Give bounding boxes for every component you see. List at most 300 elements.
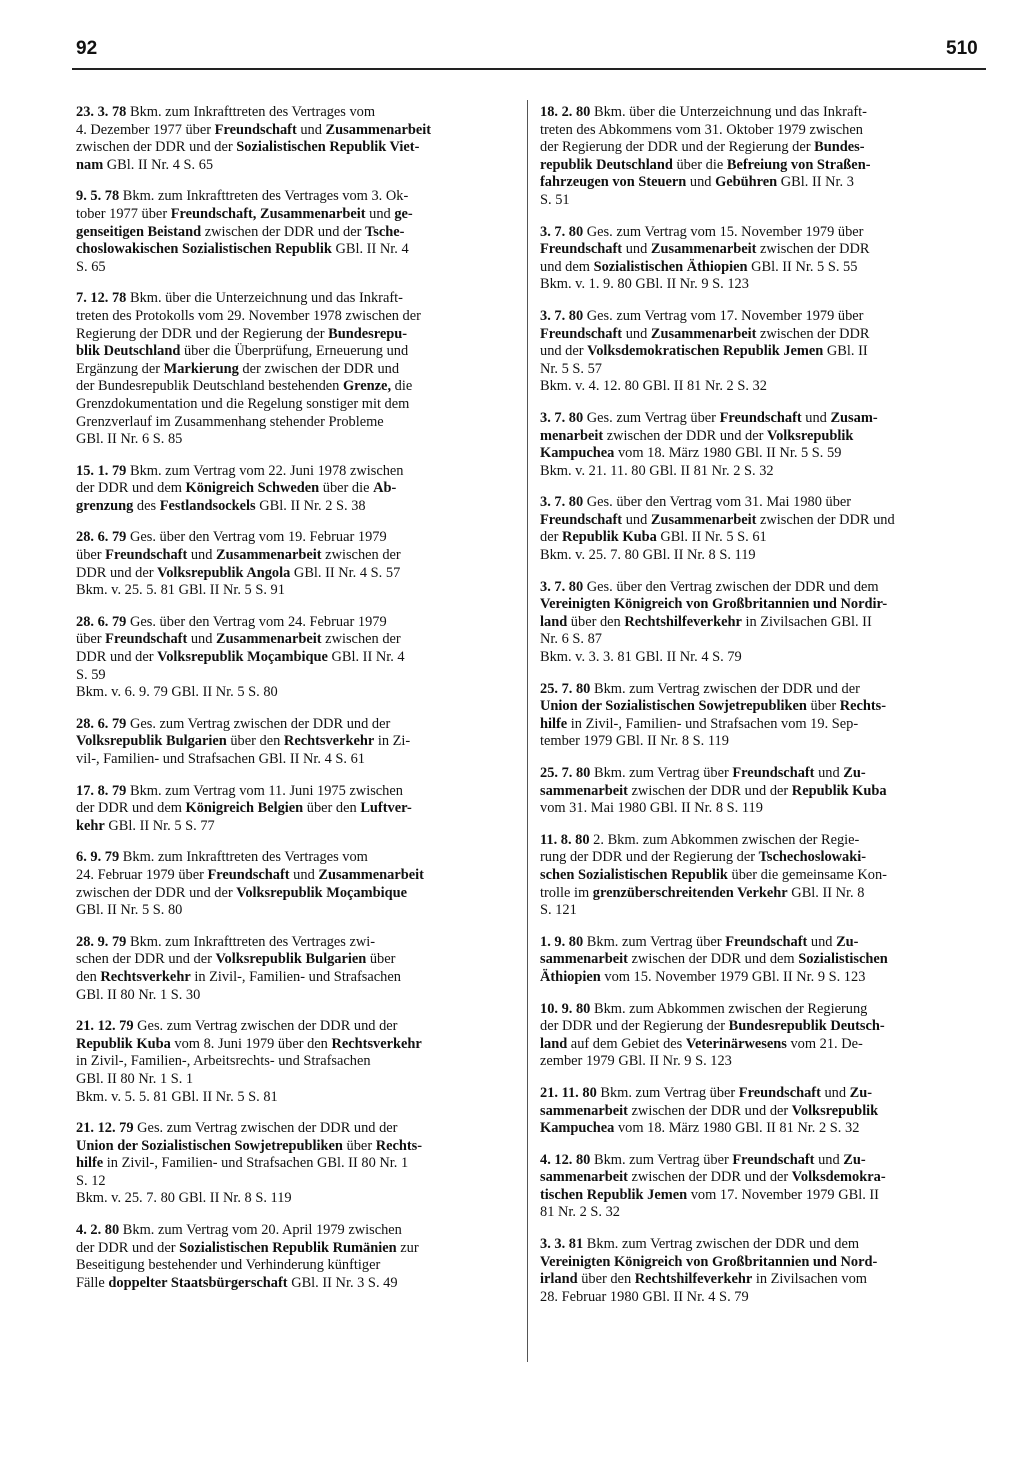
bold-text: Zu- [849, 1084, 873, 1101]
text-run: Ergänzung der [76, 360, 164, 377]
bold-text: Zusammenarbeit [216, 547, 322, 564]
text-run: GBl. II Nr. 4 S. 57 [290, 564, 401, 581]
bold-text: fahrzeugen von Steuern [540, 174, 687, 191]
bold-text: Rechts- [375, 1137, 423, 1154]
text-run: GBl. II Nr. 4 [327, 649, 405, 666]
text-run: zwischen der [321, 631, 401, 648]
text-run: Nr. 5 S. 57 [540, 360, 602, 377]
text-run: tober 1977 über [76, 205, 171, 222]
entry-line [76, 206, 516, 224]
bold-text: 3. 3. 81 [540, 1236, 584, 1253]
bold-text: 28. 9. 79 [76, 933, 127, 950]
bold-text: Zusammenarbeit [650, 241, 757, 258]
entry-line [76, 157, 516, 175]
bold-text: blik Deutschland [76, 343, 181, 360]
bold-text: Befreiung von Straßen- [726, 156, 871, 173]
text-run: Bkm. zum Inkrafttreten des Vertrages zwi- [126, 933, 376, 950]
text-run: der [540, 529, 562, 546]
text-run: zwischen der DDR und der [76, 884, 237, 901]
entry-line [540, 1053, 980, 1071]
entry-line [540, 104, 980, 122]
bold-text: Ab- [373, 480, 397, 497]
text-run: über die [319, 480, 374, 497]
entry-line [76, 259, 516, 277]
text-run: Ges. über den Vertrag vom 31. Mai 1980 über [583, 494, 852, 511]
text-run: Nr. 6 S. 87 [540, 631, 602, 648]
entry-line [540, 681, 980, 699]
text-run: und [801, 409, 831, 426]
text-run: Bkm. zum Vertrag über [590, 1151, 733, 1168]
text-run: und [814, 1151, 844, 1168]
entry-line [76, 529, 516, 547]
entry-line [540, 512, 980, 530]
bold-text: Zu- [843, 765, 866, 781]
entry-line [540, 1036, 980, 1054]
register-entry [540, 1152, 980, 1222]
bold-text: Freundschaft [105, 547, 188, 564]
text-run: rung der DDR und der Regierung der [540, 849, 759, 866]
text-run: Ges. zum Vertrag zwischen der DDR und der [133, 1120, 398, 1137]
entry-line [76, 783, 516, 801]
bold-text: Zusammenarbeit [650, 325, 757, 342]
text-run: Ges. zum Vertrag vom 17. November 1979 über [583, 307, 864, 324]
bold-text: 25. 7. 80 [540, 680, 591, 697]
page-number-right: 510 [946, 38, 978, 59]
entry-line [76, 849, 516, 867]
entry-line [540, 361, 980, 379]
text-run: vom 8. Juni 1979 über den [170, 1035, 332, 1052]
text-run: zwischen der DDR [756, 241, 870, 258]
entry-line [540, 276, 980, 294]
entry-line [540, 494, 980, 512]
text-run: S. 59 [76, 666, 106, 683]
entry-line [540, 1236, 980, 1254]
text-run: Bkm. zum Inkrafttreten des Vertrages vom 3. Ok- [119, 188, 409, 205]
bold-text: Grenze, [342, 378, 392, 395]
bold-text: Zu- [843, 1151, 866, 1168]
bold-text: Rechtshilfeverkehr [624, 613, 742, 630]
entry-line [76, 1018, 516, 1036]
text-run: über die [672, 156, 727, 173]
bold-text: Freundschaft [207, 866, 290, 883]
register-entry [540, 934, 980, 987]
entry-line [76, 1173, 516, 1191]
entry-line [540, 934, 980, 952]
entry-line [540, 969, 980, 987]
bold-text: sammenarbeit [540, 1169, 628, 1186]
bold-text: Freundschaft [105, 631, 188, 648]
text-run: 28. Februar 1980 GBl. II Nr. 4 S. 79 [540, 1288, 749, 1305]
text-run: GBl. II Nr. 8 [787, 884, 865, 901]
bold-text: Zusam- [830, 409, 878, 426]
text-run: über [366, 951, 396, 968]
text-run: tember 1979 GBl. II Nr. 8 S. 119 [540, 733, 729, 750]
text-run: GBl. II [823, 343, 868, 360]
text-run: trolle im [540, 884, 593, 901]
entry-line [76, 1257, 516, 1275]
bold-text: Tschechoslowaki- [758, 849, 867, 866]
text-run: vom 18. März 1980 GBl. II Nr. 5 S. 59 [614, 445, 842, 462]
entry-line [540, 849, 980, 867]
entry-line [540, 1120, 980, 1138]
bold-text: grenzüberschreitenden Verkehr [592, 884, 788, 901]
text-run: GBl. II Nr. 2 S. 38 [255, 497, 366, 514]
text-run: vom 17. November 1979 GBl. II [687, 1186, 879, 1203]
bold-text: Zusammenarbeit [325, 121, 432, 138]
entry-line [76, 934, 516, 952]
bold-text: 21. 12. 79 [76, 1018, 134, 1035]
entry-line [76, 969, 516, 987]
bold-text: Freundschaft [725, 933, 808, 950]
register-entry [540, 410, 980, 480]
entry-line [540, 241, 980, 259]
entry-line [540, 259, 980, 277]
text-run: und der [540, 343, 588, 360]
entry-line [540, 1152, 980, 1170]
bold-text: 18. 2. 80 [540, 104, 591, 120]
text-run: in Zivil-, Familien-, Arbeitsrechts- und Strafsachen [76, 1053, 371, 1070]
text-run: 24. Februar 1979 über [76, 866, 208, 883]
entry-line [76, 1036, 516, 1054]
register-entry [76, 529, 516, 599]
text-run: GBl. II Nr. 3 [777, 174, 854, 191]
entry-line [540, 698, 980, 716]
bold-text: choslowakischen Sozialistischen Republik [76, 241, 332, 258]
entry-line [76, 800, 516, 818]
bold-text: sammenarbeit [540, 1102, 628, 1119]
bold-text: schen Sozialistischen Republik [540, 866, 728, 883]
bold-text: land [540, 613, 568, 630]
column-divider [527, 100, 528, 1362]
text-run: S. 121 [540, 902, 577, 919]
bold-text: genseitigen Beistand [76, 223, 202, 240]
entry-line [76, 1138, 516, 1156]
entry-line [540, 1289, 980, 1307]
text-run: über den [226, 733, 284, 750]
entry-line [540, 410, 980, 428]
text-run: über den [567, 613, 625, 630]
bold-text: Freundschaft, Zusammenarbeit [170, 205, 366, 222]
entry-line [540, 378, 980, 396]
register-entry [76, 188, 516, 276]
text-run: Ges. zum Vertrag über [583, 409, 720, 426]
bold-text: 3. 7. 80 [540, 223, 584, 240]
bold-text: Freundschaft [540, 241, 623, 258]
register-entry [540, 765, 980, 818]
text-run: des [133, 497, 160, 514]
bold-text: Republik Kuba [791, 782, 887, 799]
text-run: zwischen der DDR und [756, 511, 895, 528]
text-run: und [187, 631, 217, 648]
entry-line [76, 104, 516, 122]
entry-line [76, 649, 516, 667]
entry-line [540, 122, 980, 140]
entry-line [540, 733, 980, 751]
entry-line [540, 308, 980, 326]
text-run: über den [577, 1271, 635, 1288]
text-run: Bkm. v. 4. 12. 80 GBl. II 81 Nr. 2 S. 32 [540, 378, 767, 395]
entry-line [540, 139, 980, 157]
register-entry [540, 308, 980, 396]
text-run: Ges. über den Vertrag zwischen der DDR und dem [583, 578, 879, 595]
text-run: der DDR und der Regierung der [540, 1018, 729, 1035]
bold-text: Vereinigten Königreich von Großbritannien und Nord- [540, 1253, 878, 1270]
entry-line [76, 951, 516, 969]
text-run: der DDR und der [76, 1239, 180, 1256]
bold-text: Kampuchea [540, 1120, 615, 1137]
bold-text: sammenarbeit [540, 782, 628, 799]
text-run: Ges. zum Vertrag zwischen der DDR und der [126, 715, 391, 732]
bold-text: Rechtshilfeverkehr [634, 1271, 753, 1288]
text-run: zember 1979 GBl. II Nr. 9 S. 123 [540, 1053, 732, 1070]
entry-line [540, 1271, 980, 1289]
bold-text: 21. 11. 80 [540, 1084, 597, 1101]
text-run: den [76, 968, 101, 985]
entry-line [540, 1169, 980, 1187]
text-run: zwischen der DDR und der [627, 1102, 792, 1119]
bold-text: Volksdemokra- [791, 1169, 886, 1186]
text-run: Bkm. v. 6. 9. 79 GBl. II Nr. 5 S. 80 [76, 684, 278, 701]
text-run: S. 65 [76, 258, 106, 275]
entry-line [540, 1187, 980, 1205]
entry-line [540, 716, 980, 734]
text-run: über die Überprüfung, Erneuerung und [180, 343, 409, 360]
text-run: und [296, 121, 326, 138]
bold-text: 3. 7. 80 [540, 494, 584, 511]
entry-line [76, 378, 516, 396]
text-run: der DDR und dem [76, 800, 186, 817]
bold-text: Sozialistischen Republik Viet- [236, 139, 420, 156]
entry-line [540, 885, 980, 903]
entry-line [540, 157, 980, 175]
entry-line [540, 1254, 980, 1272]
bold-text: Union der Sozialistischen Sowjetrepubliken [76, 1137, 343, 1154]
text-run: S. 51 [540, 191, 570, 208]
bold-text: Rechtsverkehr [331, 1035, 422, 1052]
text-run: in Zivilsachen GBl. II [741, 613, 872, 630]
text-run: Ges. zum Vertrag zwischen der DDR und der [133, 1018, 398, 1035]
entry-line [540, 902, 980, 920]
entry-line [76, 902, 516, 920]
text-run: Bkm. zum Vertrag über [596, 1084, 739, 1101]
entry-line [76, 1222, 516, 1240]
entry-line [76, 241, 516, 259]
bold-text: 28. 6. 79 [76, 613, 127, 630]
bold-text: Königreich Schweden [185, 480, 320, 497]
text-run: 81 Nr. 2 S. 32 [540, 1204, 620, 1221]
bold-text: Freundschaft [540, 511, 623, 528]
text-run: Grenzverlauf im Zusammenhang stehender Probleme [76, 413, 384, 430]
text-run: in Zivil-, Familien- und Strafsachen GBl. II 80 Nr. 1 [103, 1155, 409, 1172]
text-run: Grenzdokumentation und die Regelung sonstiger mit dem [76, 395, 410, 412]
bold-text: Volksrepublik Moçambique [236, 884, 407, 901]
register-entry [76, 716, 516, 769]
entry-line [76, 716, 516, 734]
text-run: vom 18. März 1980 GBl. II 81 Nr. 2 S. 32 [614, 1120, 860, 1137]
bold-text: Volksrepublik Angola [157, 564, 291, 581]
bold-text: Republik Kuba [76, 1035, 171, 1052]
register-entry [76, 1018, 516, 1106]
text-run: über den [303, 800, 361, 817]
text-run: Bkm. v. 25. 7. 80 GBl. II Nr. 8 S. 119 [76, 1190, 292, 1207]
text-run: treten des Abkommens vom 31. Oktober 1979 zwischen [540, 121, 863, 138]
bold-text: Bundesrepublik Deutsch- [728, 1018, 885, 1035]
entry-line [540, 445, 980, 463]
text-run: Beseitigung bestehender und Verhinderung künftiger [76, 1257, 381, 1274]
bold-text: Freundschaft [738, 1084, 821, 1101]
text-run: schen der DDR und der [76, 951, 216, 968]
bold-text: Luftver- [360, 800, 412, 817]
entry-line [76, 326, 516, 344]
text-run: Bkm. zum Vertrag über [583, 933, 726, 950]
bold-text: Königreich Belgien [185, 800, 304, 817]
text-run: zwischen der DDR und der [627, 782, 792, 799]
bold-text: Bundesrepu- [328, 325, 408, 342]
entry-line [540, 596, 980, 614]
bold-text: Rechts- [839, 698, 887, 715]
register-entry [76, 849, 516, 919]
text-run: Bkm. v. 25. 5. 81 GBl. II Nr. 5 S. 91 [76, 582, 285, 599]
bold-text: kehr [76, 817, 105, 834]
text-run: GBl. II Nr. 5 S. 61 [656, 529, 767, 546]
entry-line [76, 818, 516, 836]
entry-line [76, 1071, 516, 1089]
bold-text: Volksdemokratischen Republik Jemen [587, 343, 824, 360]
entry-line [76, 1155, 516, 1173]
text-run: treten des Protokolls vom 29. November 1978 zwischen der [76, 307, 421, 324]
register-entry [76, 1222, 516, 1292]
entry-line [76, 614, 516, 632]
register-entry [540, 1001, 980, 1071]
text-run: in Zivil-, Familien- und Strafsachen vom 19. Sep- [567, 715, 859, 732]
bold-text: 10. 9. 80 [540, 1000, 591, 1017]
entry-line [76, 1190, 516, 1208]
register-entry [76, 934, 516, 1004]
bold-text: 28. 6. 79 [76, 529, 127, 546]
register-entry [76, 783, 516, 836]
bold-text: Sozialistischen Republik Rumänien [179, 1239, 397, 1256]
text-run: GBl. II Nr. 5 S. 77 [104, 817, 215, 834]
bold-text: tischen Republik Jemen [540, 1186, 688, 1203]
text-run: und [289, 866, 319, 883]
entry-line [540, 547, 980, 565]
text-run: und [187, 547, 217, 564]
text-run: zwischen der DDR und der [201, 223, 365, 240]
entry-line [76, 290, 516, 308]
entry-line [540, 1204, 980, 1222]
bold-text: Zusammenarbeit [216, 631, 322, 648]
entry-line [540, 463, 980, 481]
entry-line [76, 1275, 516, 1293]
bold-text: land [540, 1035, 568, 1052]
entry-line [76, 224, 516, 242]
bold-text: Sozialistischen [798, 951, 888, 968]
bold-text: Freundschaft [540, 325, 623, 342]
text-run: vil-, Familien- und Strafsachen GBl. II Nr. 4 S. 61 [76, 751, 365, 767]
bold-text: 21. 12. 79 [76, 1120, 134, 1137]
entry-line [76, 431, 516, 449]
bold-text: Vereinigten Königreich von Großbritannien und Nordir- [540, 596, 888, 613]
register-entry [540, 681, 980, 751]
bold-text: Freundschaft [214, 121, 297, 138]
text-run: Bkm. zum Vertrag über [590, 765, 733, 781]
text-run: zwischen der DDR und der [76, 139, 237, 156]
text-run: in Zivil-, Familien- und Strafsachen [190, 968, 401, 985]
bold-text: Freundschaft [732, 765, 815, 781]
bold-text: 28. 6. 79 [76, 715, 127, 732]
bold-text: Markierung [163, 360, 239, 377]
text-run: und [820, 1084, 850, 1101]
bold-text: Sozialistischen Äthiopien [593, 258, 748, 275]
entry-line [540, 326, 980, 344]
text-run: GBl. II Nr. 6 S. 85 [76, 431, 183, 448]
bold-text: hilfe [76, 1155, 104, 1172]
register-entry [76, 614, 516, 702]
register-entry [540, 1085, 980, 1138]
bold-text: Rechtsverkehr [283, 733, 375, 750]
entry-line [540, 1103, 980, 1121]
text-run: über [76, 547, 106, 564]
text-run: GBl. II Nr. 5 S. 55 [747, 258, 858, 275]
bold-text: Volksrepublik Bulgarien [215, 951, 367, 968]
text-run: DDR und der [76, 649, 158, 666]
text-run: Regierung der DDR und der Regierung der [76, 325, 329, 342]
text-run: Fälle [76, 1274, 109, 1291]
bold-text: Veterinärwesens [685, 1035, 787, 1052]
entry-line [76, 582, 516, 600]
entry-line [540, 649, 980, 667]
entry-line [76, 308, 516, 326]
bold-text: grenzung [76, 497, 134, 514]
text-run: S. 12 [76, 1172, 106, 1189]
bold-text: Zusammenarbeit [650, 511, 757, 528]
text-run: vom 21. De- [786, 1035, 863, 1052]
register-entry [540, 224, 980, 294]
text-run: Bkm. zum Vertrag zwischen der DDR und der [590, 680, 860, 697]
entry-line [76, 733, 516, 751]
header-rule [72, 68, 986, 70]
entry-line [540, 867, 980, 885]
bold-text: 1. 9. 80 [540, 933, 584, 950]
entry-line [76, 667, 516, 685]
bold-text: menarbeit [540, 427, 604, 444]
bold-text: Kampuchea [540, 445, 615, 462]
bold-text: Rechtsverkehr [100, 968, 191, 985]
register-entry [540, 1236, 980, 1306]
bold-text: republik Deutschland [540, 156, 673, 173]
entry-line [540, 343, 980, 361]
register-entry [76, 463, 516, 516]
bold-text: 25. 7. 80 [540, 765, 591, 781]
bold-text: 15. 1. 79 [76, 462, 127, 479]
bold-text: Union der Sozialistischen Sowjetrepubliken [540, 698, 807, 715]
text-run: der DDR und dem [76, 480, 186, 497]
text-run: der Bundesrepublik Deutschland bestehenden [76, 378, 343, 395]
text-run: Ges. zum Vertrag vom 15. November 1979 über [583, 223, 864, 240]
text-run: Bkm. v. 5. 5. 81 GBl. II Nr. 5 S. 81 [76, 1088, 278, 1105]
entry-line [76, 396, 516, 414]
left-column [76, 104, 516, 1306]
entry-line [76, 361, 516, 379]
register-entry [540, 494, 980, 564]
text-run: über [806, 698, 840, 715]
entry-line [76, 1089, 516, 1107]
register-entry [540, 579, 980, 667]
text-run: Bkm. zum Inkrafttreten des Vertrages vom [126, 104, 376, 120]
bold-text: Volksrepublik Moçambique [157, 649, 328, 666]
entry-line [76, 867, 516, 885]
text-run: GBl. II 80 Nr. 1 S. 30 [76, 986, 201, 1003]
